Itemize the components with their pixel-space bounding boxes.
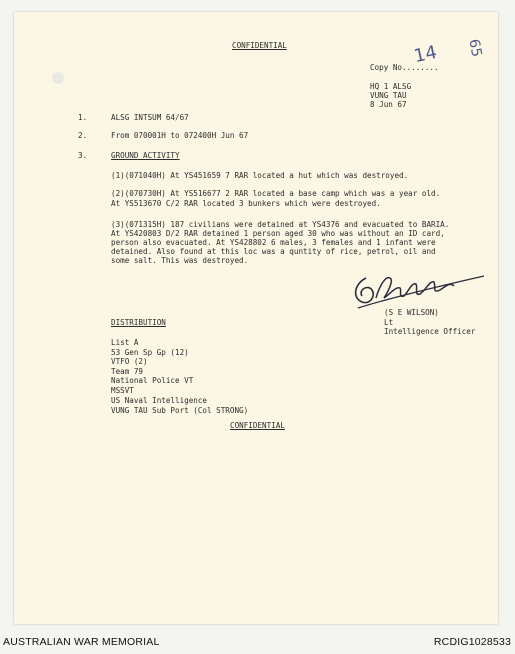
distribution-entry: 53 Gen Sp Gp (12) <box>111 348 189 357</box>
distribution-heading: DISTRIBUTION <box>111 318 166 327</box>
item-number-3: 3. <box>78 151 88 160</box>
classification-bottom: CONFIDENTIAL <box>230 421 285 430</box>
activity-2-line-1: (2)(070730H) At YS516677 2 RAR located a base camp which was a year old. <box>111 189 441 198</box>
activity-3-line-2: At YS420803 D/2 RAR detained 1 person aged 30 who was without an ID card, <box>111 229 445 238</box>
item-text-1: ALSG INTSUM 64/67 <box>111 113 189 122</box>
distribution-entry: List A <box>111 338 139 347</box>
handwritten-copy-number: 14 <box>412 41 439 68</box>
ground-activity-heading: GROUND ACTIVITY <box>111 151 180 160</box>
document-page <box>14 12 498 624</box>
signatory-name: (S E WILSON) <box>384 308 439 317</box>
archive-credit: AUSTRALIAN WAR MEMORIAL <box>3 636 160 648</box>
distribution-entry: VTFO (2) <box>111 357 148 366</box>
signatory-rank: Lt <box>384 318 394 327</box>
distribution-entry: VUNG TAU Sub Port (Col STRONG) <box>111 406 249 415</box>
distribution-entry: National Police VT <box>111 376 194 385</box>
origin-date: 8 Jun 67 <box>370 100 407 109</box>
copy-number-label: Copy No........ <box>370 63 439 72</box>
item-number-1: 1. <box>78 113 88 122</box>
handwritten-page-number: 65 <box>465 37 485 59</box>
activity-3-line-3: person also evacuated. At YS428802 6 males, 3 females and 1 infant were <box>111 238 436 247</box>
item-number-2: 2. <box>78 131 88 140</box>
classification-top: CONFIDENTIAL <box>232 41 287 50</box>
origin-unit: HQ 1 ALSG <box>370 82 412 91</box>
archive-reference: RCDIG1028533 <box>433 636 511 648</box>
activity-1-line-1: (1)(071040H) At YS451659 7 RAR located a hut which was destroyed. <box>111 171 409 180</box>
handwritten-signature <box>350 268 490 312</box>
item-text-2: From 070001H to 072400H Jun 67 <box>111 131 249 140</box>
activity-3-line-1: (3)(071315H) 187 civilians were detained at YS4376 and evacuated to BARIA. <box>111 220 450 229</box>
activity-2-line-2: At YS513670 C/2 RAR located 3 bunkers which were destroyed. <box>111 199 381 208</box>
activity-3-line-4: detained. Also found at this loc was a quntity of rice, petrol, oil and <box>111 247 436 256</box>
distribution-entry: US Naval Intelligence <box>111 396 208 405</box>
signatory-title: Intelligence Officer <box>384 327 476 336</box>
distribution-entry: Team 79 <box>111 367 144 376</box>
origin-location: VUNG TAU <box>370 91 407 100</box>
activity-3-line-5: some salt. This was destroyed. <box>111 256 249 265</box>
distribution-entry: MSSVT <box>111 386 134 395</box>
punch-hole <box>52 72 64 84</box>
